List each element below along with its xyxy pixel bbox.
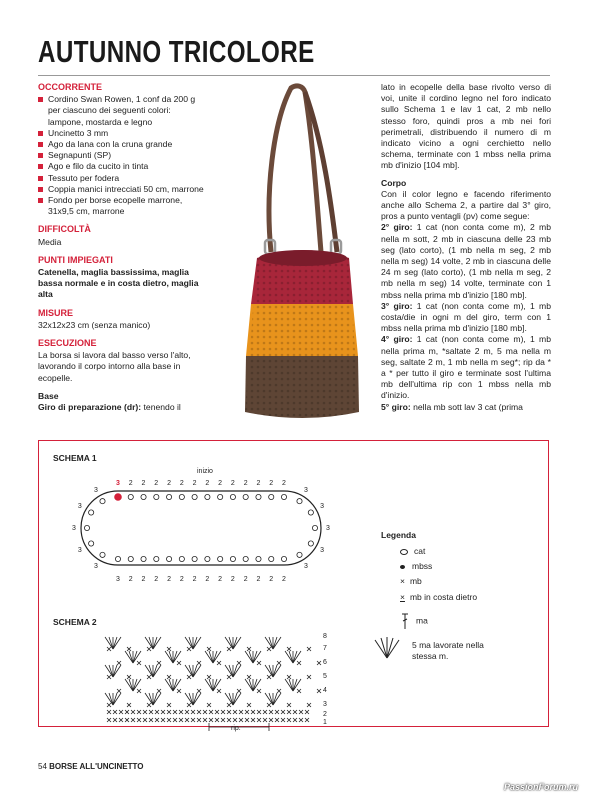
- base-hole: [256, 556, 261, 561]
- stitch-stroke: [273, 637, 277, 649]
- stitch-stroke: [273, 665, 281, 677]
- stitch-stroke: [185, 693, 193, 705]
- stitch-count: 2: [128, 576, 133, 583]
- stitch-count: 2: [205, 576, 210, 583]
- mb-icon: ×: [400, 576, 405, 586]
- bag-texture: [245, 250, 359, 418]
- schema1-diagram: [69, 461, 339, 601]
- base-hole: [230, 556, 235, 561]
- base-hole: [128, 494, 133, 499]
- title-divider: [38, 75, 550, 76]
- stitch-stroke: [145, 665, 153, 677]
- stitch-stroke: [249, 651, 253, 663]
- stitch-count: 2: [218, 480, 223, 487]
- stitch-stroke: [209, 679, 213, 691]
- stitch-stroke: [273, 637, 281, 649]
- stitch-count: 2: [154, 576, 159, 583]
- base-hole: [154, 556, 159, 561]
- giro-3-label: 3° giro:: [381, 300, 413, 311]
- esecuzione-heading: ESECUZIONE: [38, 338, 97, 349]
- material-item: Segnapunti (SP): [38, 150, 206, 161]
- row-number: 2: [323, 711, 327, 718]
- stitch-stroke: [205, 651, 213, 663]
- stitch-count: 2: [167, 576, 171, 583]
- stitch-stroke: [105, 637, 113, 649]
- stitch-stroke: [245, 651, 253, 663]
- row-number: 8: [323, 633, 327, 640]
- stitch-stroke: [129, 651, 133, 663]
- giro-5-label: 5° giro:: [381, 401, 411, 412]
- base-hole: [192, 494, 197, 499]
- stitch-stroke: [105, 693, 113, 705]
- stitch-stroke: [185, 665, 193, 677]
- stitch-count: 2: [243, 576, 248, 583]
- left-column: [38, 82, 206, 413]
- stitch-stroke: [285, 679, 293, 691]
- stitch-stroke: [233, 637, 237, 649]
- materials-list: [38, 94, 206, 217]
- stitch-stroke: [233, 637, 241, 649]
- stitch-stroke: [265, 637, 273, 649]
- stitch-stroke: [193, 693, 201, 705]
- stitch-stroke: [233, 693, 241, 705]
- base-hole: [281, 494, 286, 499]
- stitch-stroke: [293, 679, 297, 691]
- base-holes: [84, 494, 317, 562]
- schema2-diagram: [89, 627, 339, 737]
- row-number: 6: [323, 659, 327, 666]
- stitch-count: 2: [167, 480, 171, 487]
- stitch-stroke: [165, 651, 173, 663]
- giro-preparazione: [38, 402, 206, 413]
- stitch-stroke: [245, 679, 253, 691]
- magazine-name: BORSE ALL'UNCINETTO: [49, 762, 144, 771]
- stitch-stroke: [225, 693, 233, 705]
- giro-2: [381, 222, 551, 300]
- giro-5: [381, 402, 551, 413]
- stitch-count: 2: [282, 480, 286, 487]
- base-hole: [154, 494, 159, 499]
- giro-3-text: 1 cat (non conta come m), 1 mb costa/die in ogni m del giro, term con 1 mbss nella prima mb d'inizio [180 mb].: [381, 300, 551, 334]
- material-item: Fondo per borse ecopelle marrone, 31x9,5 cm, marrone: [38, 195, 206, 217]
- stitch-stroke: [233, 665, 237, 677]
- esecuzione-intro: La borsa si lavora dal basso verso l'alto, lavorando il corpo intorno alla base in ecopelle.: [38, 350, 191, 383]
- base-hole: [218, 494, 223, 499]
- stitch-stroke: [113, 665, 121, 677]
- base-hole: [269, 556, 274, 561]
- giro-5-text: nella mb sott lav 3 cat (prima: [413, 401, 523, 412]
- stitch-count: 2: [256, 480, 261, 487]
- ma-icon: [400, 612, 410, 630]
- stitch-stroke: [145, 693, 153, 705]
- stitch-count: 3: [77, 547, 82, 554]
- stitch-count: 2: [154, 480, 159, 487]
- stitch-stroke: [209, 651, 213, 663]
- stitch-stroke: [273, 693, 281, 705]
- base-hole: [230, 494, 235, 499]
- material-item: Uncinetto 3 mm: [38, 128, 206, 139]
- stitch-count: 2: [128, 480, 133, 487]
- giro-3: [381, 301, 551, 335]
- base-hole: [192, 556, 197, 561]
- giro-4-label: 4° giro:: [381, 334, 413, 345]
- punti-value: Catenella, maglia bassissima, maglia bassa normale e in costa dietro, maglia alta: [38, 267, 199, 300]
- bag-photo: [213, 82, 373, 428]
- stitch-stroke: [205, 679, 213, 691]
- stitch-stroke: [289, 679, 293, 691]
- difficolta-heading: DIFFICOLTÀ: [38, 224, 91, 235]
- material-item: Ago da lana con la cruna grande: [38, 139, 206, 150]
- page-number: 54: [38, 762, 47, 771]
- fan-rows: [105, 637, 321, 722]
- base-hole: [115, 556, 120, 561]
- row-number: 3: [323, 701, 327, 708]
- stitch-count: 3: [94, 563, 98, 571]
- base-hole: [218, 556, 223, 561]
- legend-mb: × mb: [400, 576, 422, 586]
- base-hole: [141, 494, 146, 499]
- row-numbers: [323, 633, 327, 726]
- base-hole: [166, 556, 171, 561]
- stitch-stroke: [113, 637, 121, 649]
- stitch-stroke: [153, 665, 157, 677]
- start-hole: [115, 494, 122, 501]
- base-hole: [243, 556, 248, 561]
- material-item: Cordino Swan Rowen, 1 conf da 200 g per ciascuno dei seguenti colori: lampone, mostarda e legno: [38, 94, 206, 128]
- stitch-stroke: [173, 679, 177, 691]
- watermark-logo: PassionForum.ru: [503, 782, 578, 792]
- row-number: 7: [323, 645, 327, 652]
- right-column: [381, 82, 551, 413]
- base-hole: [166, 494, 171, 499]
- stitch-stroke: [153, 693, 161, 705]
- stitch-stroke: [129, 679, 133, 691]
- stitch-stroke: [113, 693, 117, 705]
- mbss-icon: [400, 565, 405, 569]
- legend-ma: ma: [400, 612, 428, 630]
- base-hole: [297, 552, 302, 557]
- stitch-count: 3: [77, 503, 82, 510]
- occorrente-heading: OCCORRENTE: [38, 82, 103, 92]
- giro-prep-label: Giro di preparazione (dr):: [38, 402, 142, 413]
- stitch-stroke: [193, 693, 197, 705]
- giro-4: [381, 334, 551, 401]
- stitch-stroke: [133, 651, 137, 663]
- stitch-count: 3: [304, 486, 308, 494]
- base-hole: [205, 494, 210, 499]
- giro-4-text: 1 cat (non conta come m), 1 mb nella prima m, *saltate 2 m, 5 ma nella m seg, saltate 2 m, 1 mb nella m seg*; rip da * a * per tutto il giro e terminate sost l'ultima mb dell'ultima rip con 1 mbss nella mb d'inizio.: [381, 334, 551, 401]
- stitch-stroke: [213, 651, 217, 663]
- stitch-count: 3: [116, 480, 120, 487]
- giro-prep-text: tenendo il: [143, 402, 181, 413]
- stitch-stroke: [273, 693, 277, 705]
- corpo-heading: Corpo: [381, 177, 407, 188]
- stitch-stroke: [213, 679, 217, 691]
- legend-mb-costa: × mb in costa dietro: [400, 592, 478, 602]
- schema2-label: SCHEMA 2: [53, 617, 97, 627]
- bag-opening: [259, 250, 347, 266]
- base-hole: [205, 556, 210, 561]
- page-title: AUTUNNO TRICOLORE: [38, 34, 315, 69]
- base-hole: [243, 494, 248, 499]
- stitch-stroke: [225, 637, 233, 649]
- stitch-stroke: [113, 637, 117, 649]
- stitch-stroke: [253, 651, 257, 663]
- fan-icon: [372, 636, 402, 660]
- stitch-stroke: [165, 679, 173, 691]
- stitch-count: 2: [230, 480, 235, 487]
- stitch-count: 3: [116, 576, 120, 583]
- stitch-count: 2: [269, 480, 274, 487]
- stitch-count: 2: [256, 576, 261, 583]
- base-hole: [179, 556, 184, 561]
- row-number: 5: [323, 673, 327, 680]
- stitch-count: 2: [179, 576, 184, 583]
- stitch-stroke: [105, 665, 113, 677]
- schema1-start-label: inizio: [197, 468, 213, 475]
- giro-2-text: 1 cat (non conta come m), 2 mb nella m sott, 2 mb in ciascuna delle 23 mb seg (lato corto), (1 mb nella m seg, 2 mb nella m seg) 14 volte, 2 mb in ciascuna delle 24 m seg (lato corto), (1 mb nella m seg, 2 mb nella m seg) 14 volte, terminate con 1 mbss nella prima mb d'inizio [180 mb].: [381, 222, 551, 300]
- stitch-stroke: [153, 637, 157, 649]
- stitch-count: 2: [192, 480, 197, 487]
- stitch-count: 3: [320, 503, 325, 510]
- stitch-count: 2: [282, 576, 286, 583]
- stitch-count: 3: [72, 525, 76, 532]
- stitch-stroke: [153, 665, 161, 677]
- stitch-count: 3: [94, 486, 98, 494]
- giro-2-label: 2° giro:: [381, 222, 413, 233]
- stitch-stroke: [185, 637, 193, 649]
- stitch-stroke: [193, 665, 197, 677]
- base-hole: [89, 541, 94, 546]
- stitch-count: 3: [304, 563, 308, 571]
- stitch-count: 3: [326, 525, 330, 532]
- base-hole: [84, 525, 89, 530]
- difficolta-value: Media: [38, 236, 62, 247]
- stitch-count: 2: [269, 576, 274, 583]
- base-hole: [100, 499, 105, 504]
- base-hole: [256, 494, 261, 499]
- base-hole: [308, 510, 313, 515]
- base-hole: [281, 556, 286, 561]
- stitch-stroke: [233, 665, 241, 677]
- legend-cat: cat: [400, 546, 425, 556]
- stitch-count: 2: [141, 576, 146, 583]
- material-item: Tessuto per fodera: [38, 173, 206, 184]
- stitch-stroke: [265, 693, 273, 705]
- stitch-stroke: [249, 679, 253, 691]
- material-item: Ago e filo da cucito in tinta: [38, 161, 206, 172]
- stitch-count: 3: [320, 547, 325, 554]
- legend-title: Legenda: [381, 530, 416, 540]
- base-hole: [128, 556, 133, 561]
- base-hole: [89, 510, 94, 515]
- legend-mbss: mbss: [400, 561, 432, 571]
- stitch-count: 2: [218, 576, 223, 583]
- stitch-stroke: [133, 679, 137, 691]
- base-hole: [179, 494, 184, 499]
- rip-label: rip.: [231, 725, 241, 732]
- stitch-stroke: [173, 651, 177, 663]
- row-number: 1: [323, 719, 327, 726]
- base-hole: [297, 499, 302, 504]
- base-hole: [312, 525, 317, 530]
- schema1-label: SCHEMA 1: [53, 453, 97, 463]
- page-footer: [38, 762, 144, 771]
- corpo-intro: Con il color legno e facendo riferimento anche allo Schema 2, a partire dal 3° giro, pros a punto ventagli (pv) come segue:: [381, 188, 551, 222]
- stitch-counts: [72, 480, 330, 583]
- stitch-stroke: [285, 651, 293, 663]
- base-heading: Base: [38, 390, 59, 401]
- stitch-stroke: [153, 693, 157, 705]
- stitch-stroke: [293, 651, 297, 663]
- base-hole: [141, 556, 146, 561]
- stitch-stroke: [169, 679, 173, 691]
- stitch-stroke: [289, 651, 293, 663]
- stitch-count: 2: [141, 480, 146, 487]
- base-hole: [269, 494, 274, 499]
- base-hole: [100, 552, 105, 557]
- cat-icon: [400, 549, 408, 555]
- stitch-stroke: [233, 693, 237, 705]
- stitch-stroke: [265, 665, 273, 677]
- misure-heading: MISURE: [38, 307, 74, 318]
- row-number: 4: [323, 687, 327, 694]
- stitch-stroke: [113, 665, 117, 677]
- base-continued: lato in ecopelle della base rivolto verso di voi, unite il cordino legno nel foro indicato sullo Schema 1 e lav 1 cat, 2 mb nello stesso foro, quindi pros a mb nei fori perimetrali, distribuendo il numero di m indicato vicino a ogni cerchietto nello schema, terminate con 1 mbss nella prima mb d'inizio [104 mb].: [381, 82, 551, 171]
- stitch-stroke: [193, 637, 201, 649]
- stitch-count: 2: [230, 576, 235, 583]
- stitch-stroke: [169, 651, 173, 663]
- misure-value: 32x12x23 cm (senza manico): [38, 319, 151, 330]
- stitch-stroke: [153, 637, 161, 649]
- stitch-count: 2: [243, 480, 248, 487]
- schema-box: [38, 440, 549, 732]
- material-item: Coppia manici intrecciati 50 cm, marrone: [38, 184, 206, 195]
- stitch-count: 2: [205, 480, 210, 487]
- bag-illustration: [213, 82, 373, 428]
- base-hole: [308, 541, 313, 546]
- stitch-count: 2: [179, 480, 184, 487]
- stitch-stroke: [145, 637, 153, 649]
- stitch-stroke: [253, 679, 257, 691]
- mb-costa-icon: ×: [400, 592, 405, 602]
- punti-heading: PUNTI IMPIEGATI: [38, 254, 113, 265]
- stitch-stroke: [225, 665, 233, 677]
- stitch-stroke: [193, 665, 201, 677]
- base-oval: [81, 491, 321, 565]
- stitch-stroke: [273, 665, 277, 677]
- stitch-stroke: [113, 693, 121, 705]
- stitch-stroke: [125, 651, 133, 663]
- stitch-stroke: [125, 679, 133, 691]
- stitch-stroke: [193, 637, 197, 649]
- stitch-count: 2: [192, 576, 197, 583]
